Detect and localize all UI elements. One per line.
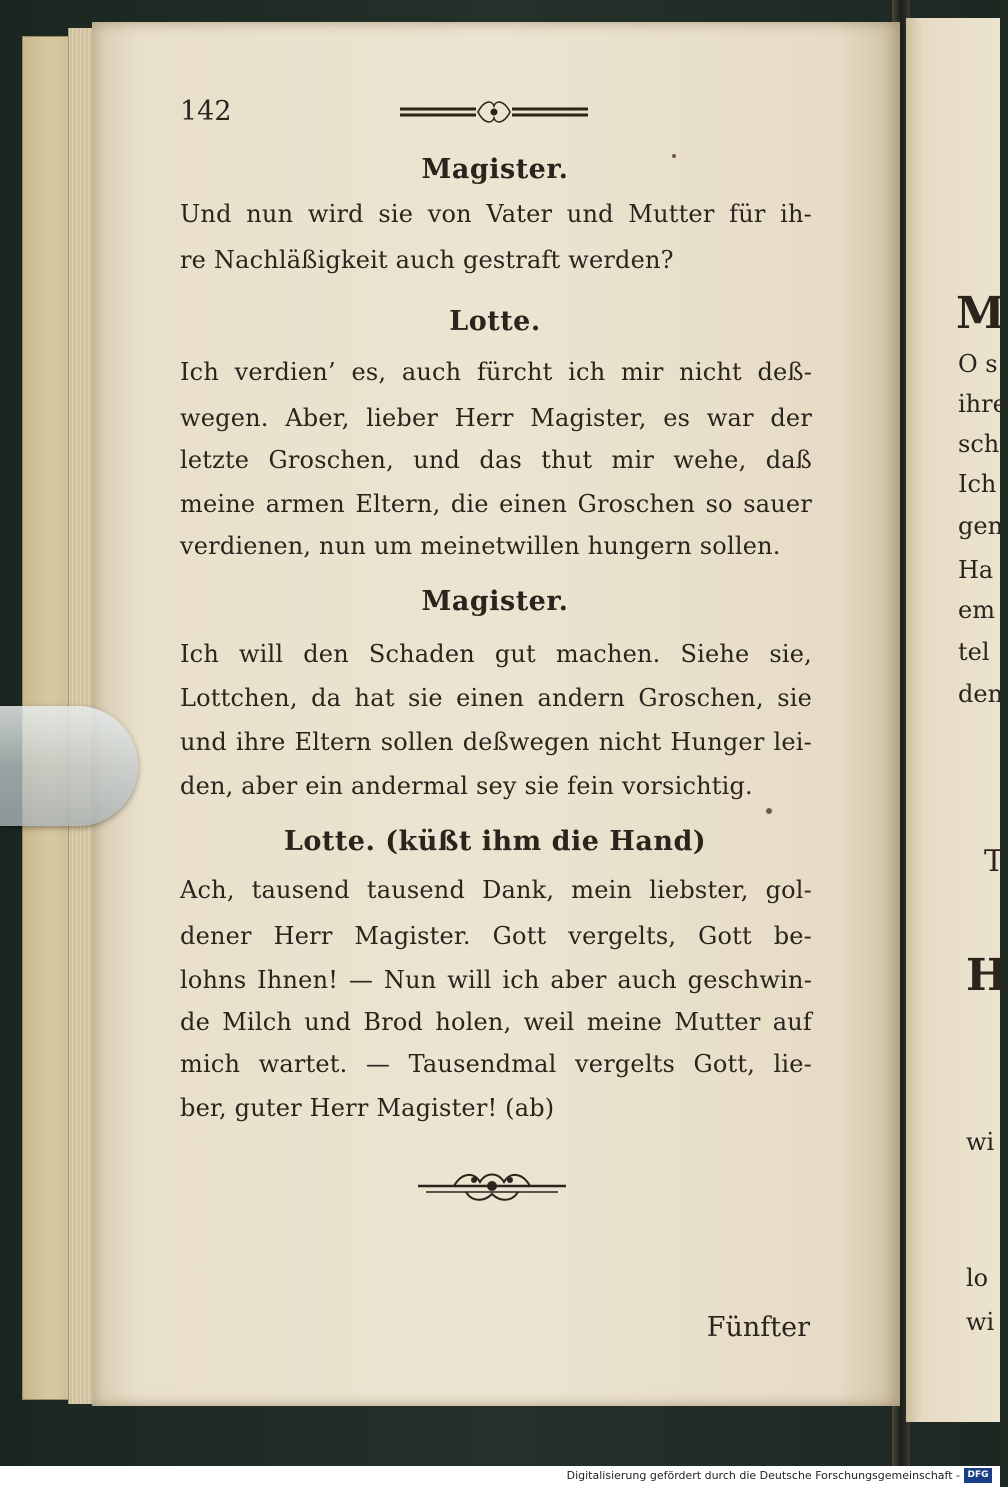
- facing-page-fragment: wi: [966, 1128, 995, 1156]
- text-line: re Nachläßigkeit auch gestraft werden?: [180, 246, 674, 274]
- text-line: Ich verdien’ es, auch fürcht ich mir nicht deß-: [180, 358, 812, 386]
- ornament-header-icon: [398, 96, 590, 132]
- page-number: 142: [180, 96, 232, 127]
- footer-credit: Digitalisierung gefördert durch die Deutsche Forschungsgemeinschaft -: [566, 1469, 960, 1482]
- text-line: wegen. Aber, lieber Herr Magister, es war der: [180, 404, 812, 432]
- facing-page-fragment: O s: [958, 350, 998, 378]
- text-line: den, aber ein andermal sey sie fein vorsichtig.: [180, 772, 753, 800]
- scan-page-tab: [0, 706, 138, 826]
- facing-page-fragment: tel: [958, 638, 990, 666]
- facing-page-fragment: den: [958, 680, 1004, 708]
- facing-page-fragment: Ich: [958, 470, 997, 498]
- facing-page-fragment: em: [958, 596, 995, 624]
- facing-page-fragment: M: [956, 288, 1005, 339]
- text-line: Lottchen, da hat sie einen andern Groschen, sie: [180, 684, 812, 712]
- facing-page-fragment: wi: [966, 1308, 995, 1336]
- facing-page-fragment: H: [966, 950, 1008, 1001]
- facing-page-fragment: T: [984, 844, 1005, 879]
- catchword: Fünfter: [706, 1312, 810, 1343]
- dfg-logo: DFG: [964, 1468, 992, 1483]
- ink-spot: [672, 154, 676, 158]
- facing-page-fragment: lo: [966, 1264, 989, 1292]
- facing-page-fragment: ihre: [958, 390, 1007, 418]
- text-line: verdienen, nun um meinetwillen hungern sollen.: [180, 532, 781, 560]
- text-line: ber, guter Herr Magister! (ab): [180, 1094, 555, 1122]
- text-line: Und nun wird sie von Vater und Mutter für ih-: [180, 200, 812, 228]
- facing-page-fragment: gen: [958, 512, 1004, 540]
- text-line: lohns Ihnen! — Nun will ich aber auch geschwin-: [180, 966, 812, 994]
- ink-spot: [766, 808, 772, 814]
- speaker-heading: Lotte. (küßt ihm die Hand): [283, 826, 707, 857]
- speaker-heading: Lotte.: [449, 306, 541, 337]
- text-line: Ach, tausend tausend Dank, mein liebster, gol-: [180, 876, 812, 904]
- text-line: dener Herr Magister. Gott vergelts, Gott be-: [180, 922, 812, 950]
- text-line: de Milch und Brod holen, weil meine Mutter auf: [180, 1008, 812, 1036]
- speaker-heading: Magister.: [421, 586, 569, 617]
- text-line: Ich will den Schaden gut machen. Siehe sie,: [180, 640, 812, 668]
- facing-page: [906, 18, 1008, 1422]
- text-line: mich wartet. — Tausendmal vergelts Gott, lie-: [180, 1050, 812, 1078]
- facing-page-fragment: Ha: [958, 556, 994, 584]
- ornament-tailpiece-icon: [414, 1166, 570, 1206]
- text-line: meine armen Eltern, die einen Groschen so sauer: [180, 490, 812, 518]
- text-line: letzte Groschen, und das thut mir wehe, daß: [180, 446, 812, 474]
- facing-page-fragment: sch: [958, 430, 1000, 458]
- speaker-heading: Magister.: [421, 154, 569, 185]
- text-line: und ihre Eltern sollen deßwegen nicht Hunger lei-: [180, 728, 812, 756]
